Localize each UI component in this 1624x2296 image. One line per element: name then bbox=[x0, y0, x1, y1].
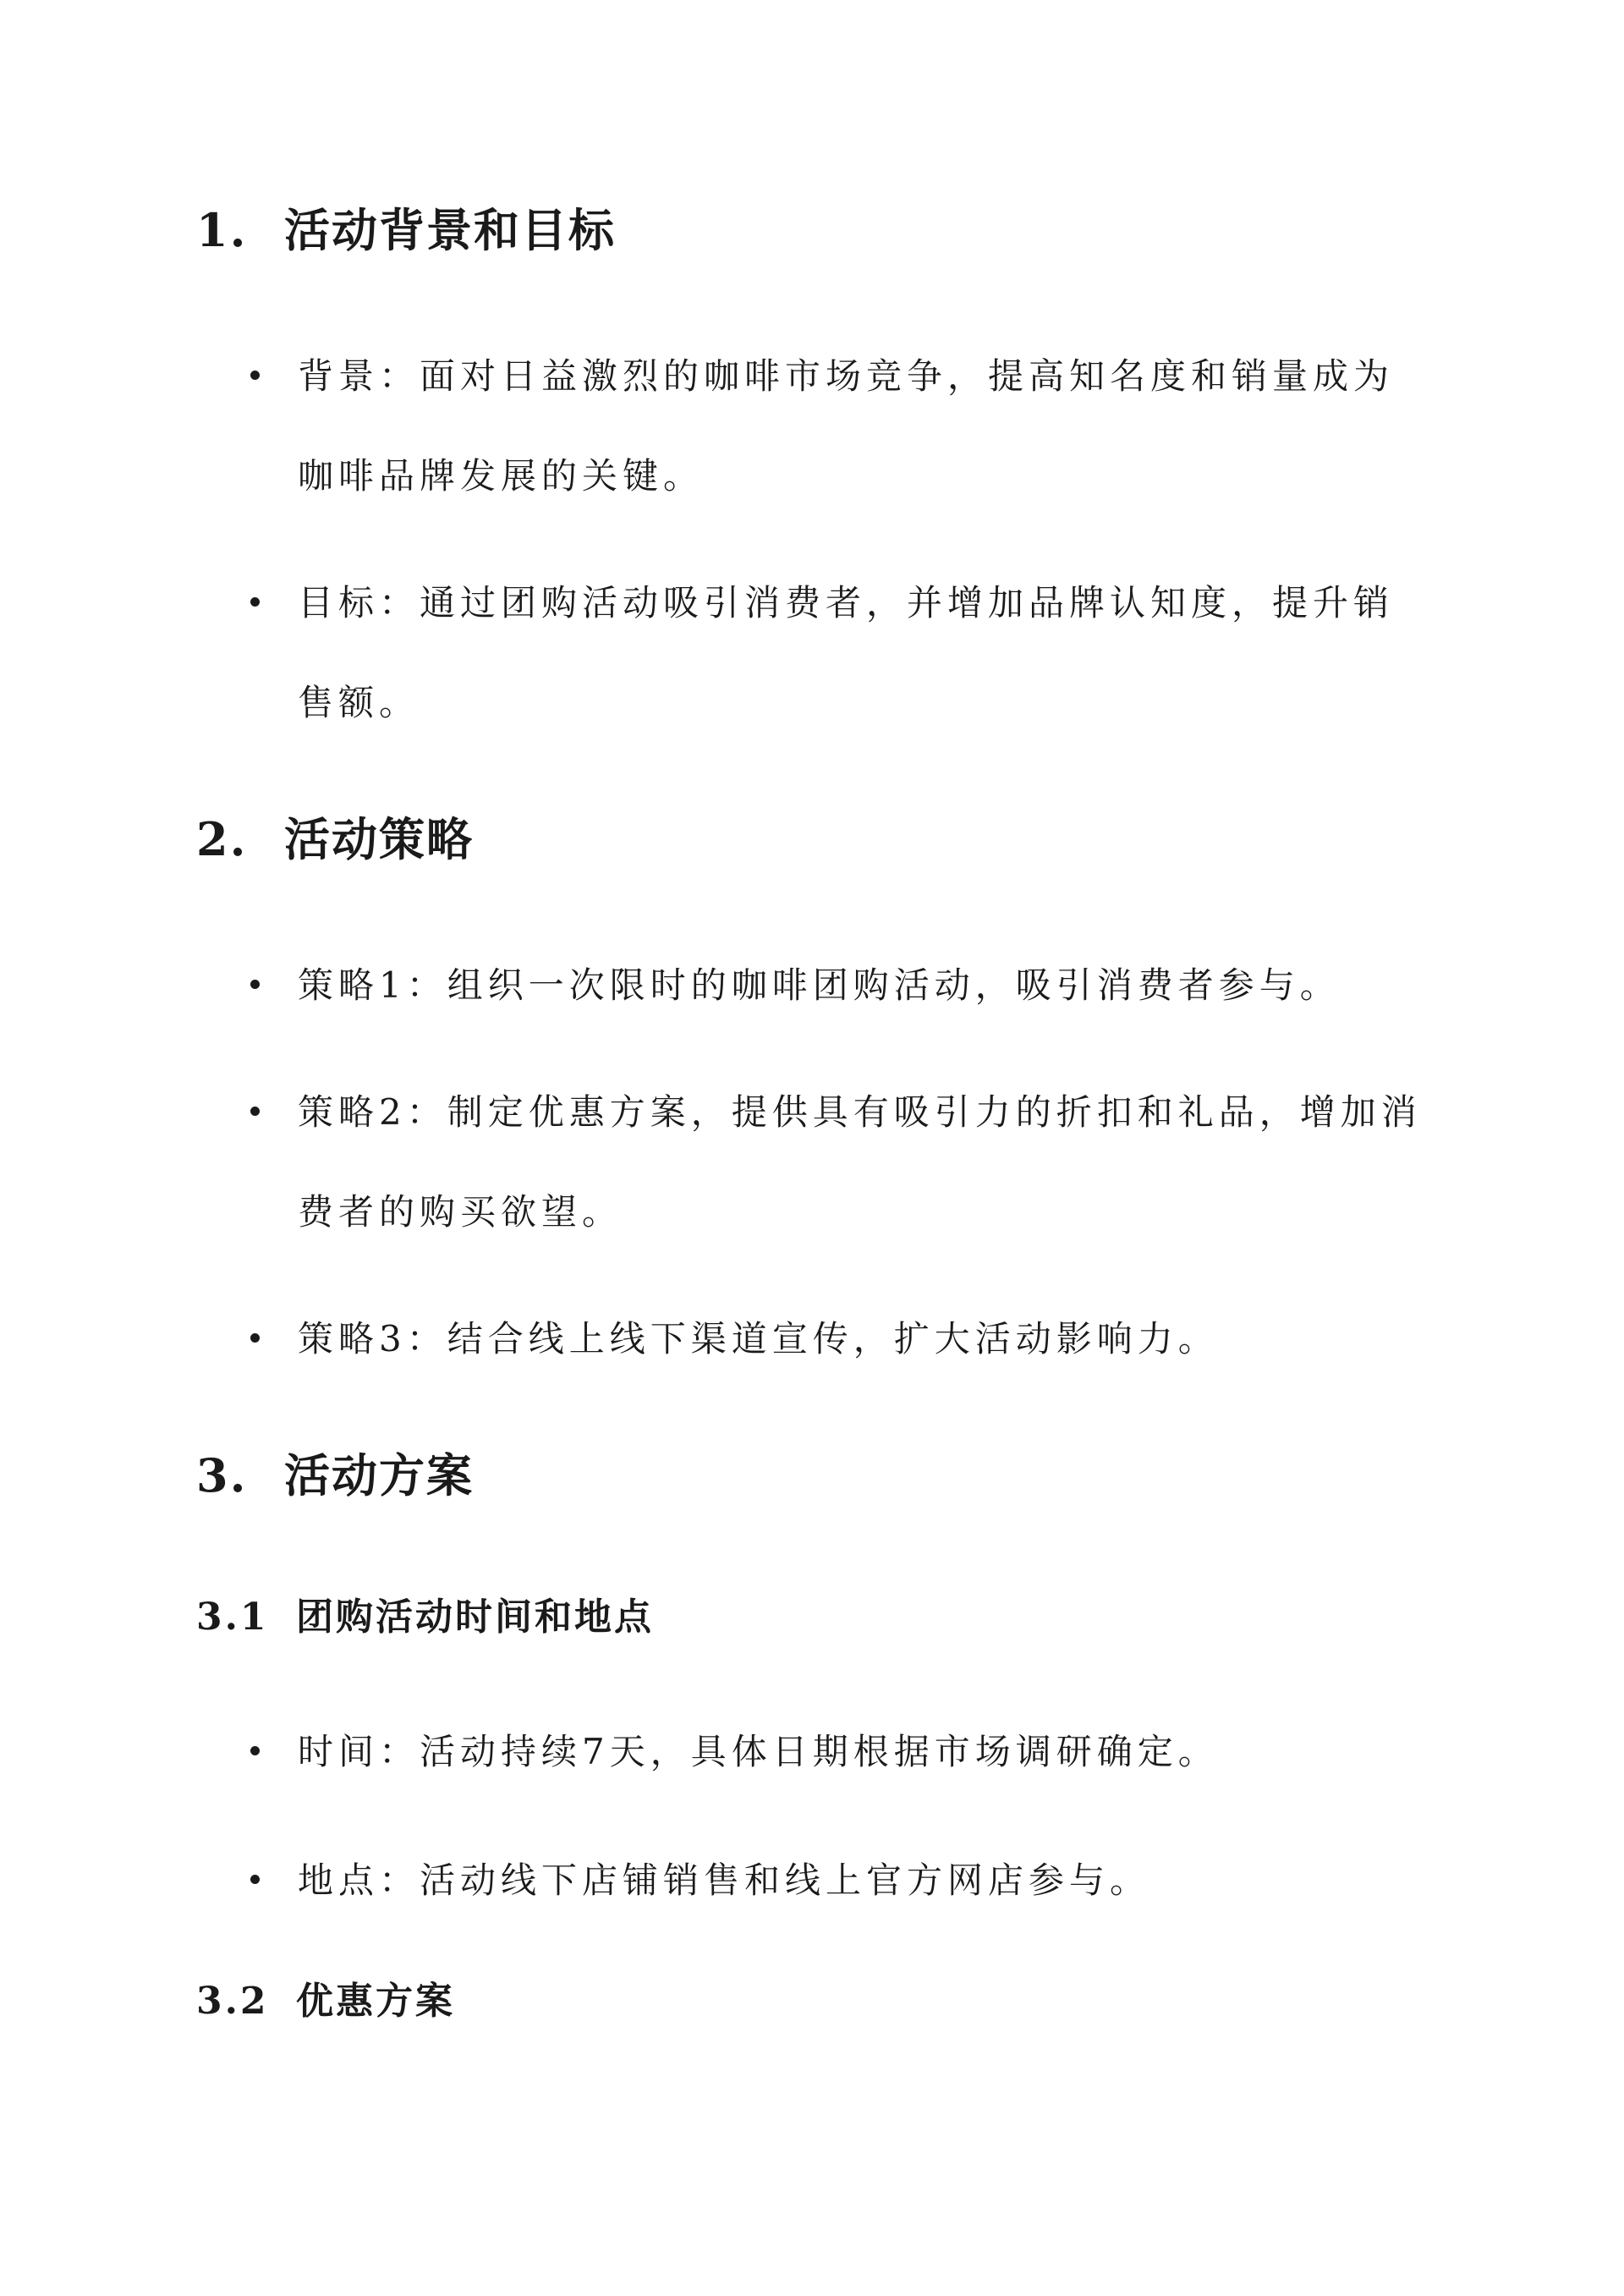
section-heading-2 bbox=[196, 805, 474, 873]
section-number: 1. bbox=[196, 203, 248, 257]
list-item bbox=[298, 1063, 1423, 1262]
list-item bbox=[298, 1831, 1423, 1931]
list-item bbox=[298, 327, 1423, 526]
subsection-number: 3.2 bbox=[196, 1980, 269, 2023]
section-heading-1 bbox=[196, 196, 616, 264]
bullet-icon bbox=[250, 1107, 260, 1116]
subsection-title: 团购活动时间和地点 bbox=[296, 1596, 654, 1639]
list-item-text: 策略1：组织一次限时的咖啡团购活动，吸引消费者参与。 bbox=[298, 964, 1341, 1006]
list-item bbox=[298, 1289, 1423, 1389]
list-item-text: 背景：面对日益激烈的咖啡市场竞争，提高知名度和销量成为咖啡品牌发展的关键。 bbox=[298, 355, 1395, 497]
list-item bbox=[298, 553, 1423, 753]
section-title: 活动背景和目标 bbox=[284, 203, 616, 257]
list-item-text: 策略2：制定优惠方案，提供具有吸引力的折扣和礼品，增加消费者的购买欲望。 bbox=[298, 1091, 1422, 1233]
subsection-heading-3-1 bbox=[196, 1590, 654, 1645]
section-number: 3. bbox=[196, 1448, 248, 1502]
list-item-text: 时间：活动持续7天，具体日期根据市场调研确定。 bbox=[298, 1731, 1219, 1772]
list-item-text: 目标：通过团购活动吸引消费者，并增加品牌认知度，提升销售额。 bbox=[298, 582, 1395, 723]
bullet-icon bbox=[250, 1875, 260, 1884]
bullet-icon bbox=[250, 597, 260, 607]
bullet-icon bbox=[250, 371, 260, 380]
bullet-icon bbox=[250, 1333, 260, 1343]
subsection-title: 优惠方案 bbox=[296, 1980, 455, 2023]
list-item-text: 策略3：结合线上线下渠道宣传，扩大活动影响力。 bbox=[298, 1318, 1219, 1359]
bullet-icon bbox=[250, 1746, 260, 1755]
list-item bbox=[298, 936, 1423, 1035]
section-title: 活动方案 bbox=[284, 1448, 474, 1502]
list-item-text: 地点：活动线下店铺销售和线上官方网店参与。 bbox=[298, 1859, 1151, 1901]
section-heading-3 bbox=[196, 1442, 474, 1509]
subsection-heading-3-2 bbox=[196, 1975, 455, 2029]
subsection-number: 3.1 bbox=[196, 1596, 269, 1639]
list-item bbox=[298, 1702, 1423, 1802]
bullet-icon bbox=[250, 980, 260, 989]
section-title: 活动策略 bbox=[284, 812, 474, 866]
section-number: 2. bbox=[196, 812, 248, 866]
